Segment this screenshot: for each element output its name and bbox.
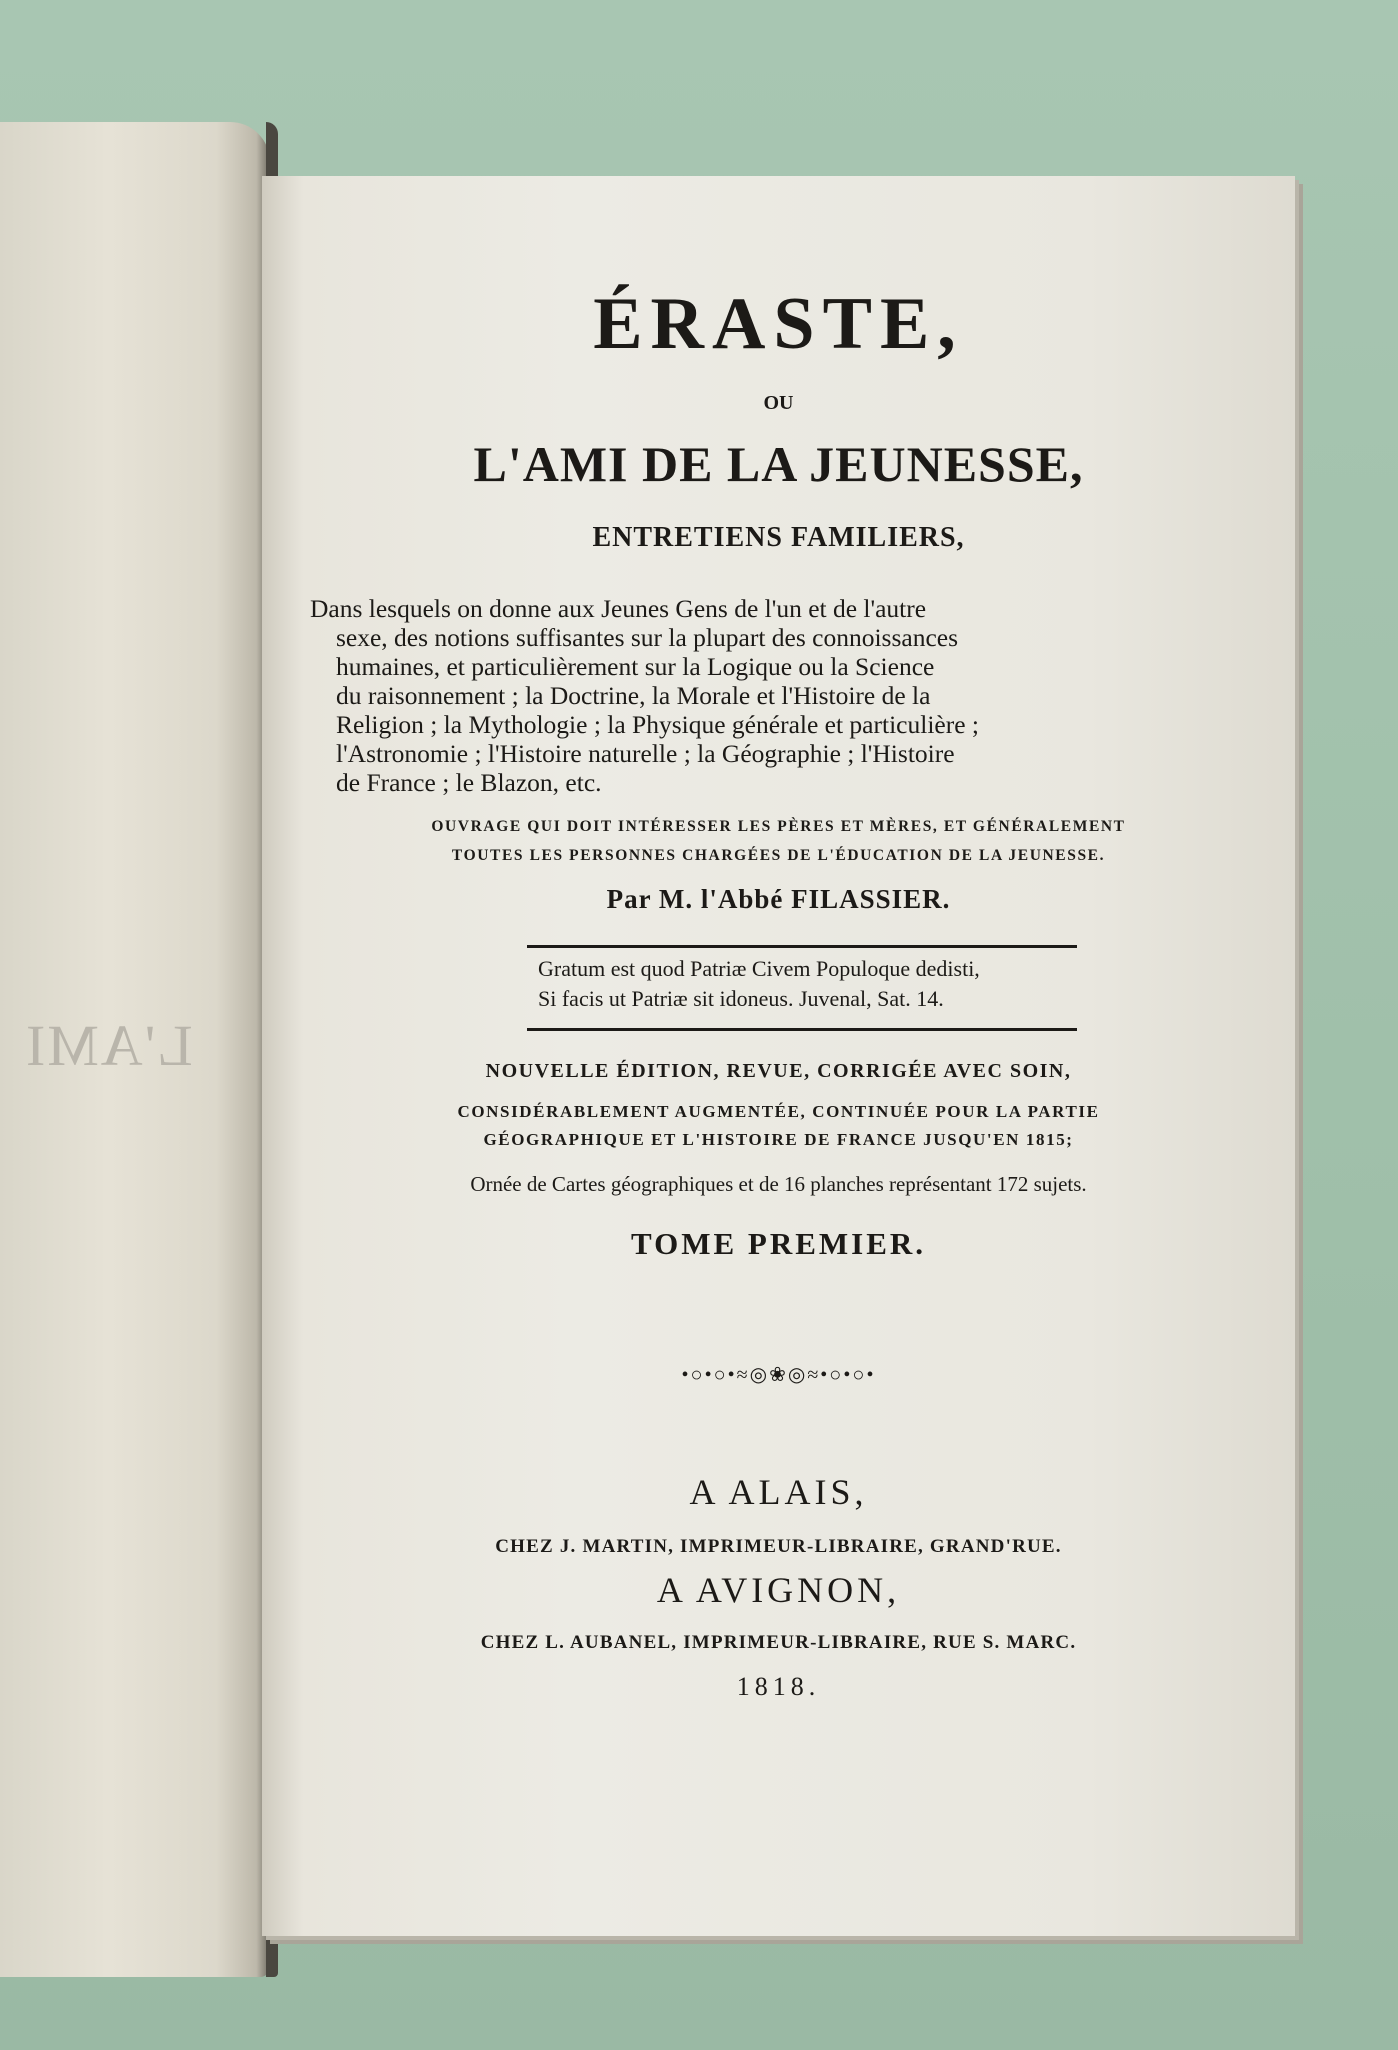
imprint-year: 1818. [736,1672,821,1701]
audience-line: OUVRAGE QUI DOIT INTÉRESSER LES PÈRES ET MÈRES, ET GÉNÉRALEMENT [431,818,1126,835]
epigraph-line: Gratum est quod Patriæ Civem Populoque dedisti, [538,956,980,981]
description-line: l'Astronomie ; l'Histoire naturelle ; la Géographie ; l'Histoire [336,739,955,768]
left-page [0,122,270,1977]
description-line: de France ; le Blazon, etc. [336,768,602,797]
description-line: sexe, des notions suffisantes sur la plupart des connoissances [336,623,959,652]
description-line: du raisonnement ; la Doctrine, la Morale et l'Histoire de la [336,681,931,710]
edition-line: NOUVELLE ÉDITION, REVUE, CORRIGÉE AVEC SOIN, [485,1060,1072,1082]
bleed-through-text: L'AMI [24,1013,193,1078]
edition-detail-line: CONSIDÉRABLEMENT AUGMENTÉE, CONTINUÉE POUR LA PARTIE [457,1102,1100,1121]
book-subtitle: L'AMI DE LA JEUNESSE, [473,436,1084,492]
description-line: Religion ; la Mythologie ; la Physique générale et particulière ; [336,710,979,739]
imprint-city-1: A ALAIS, [689,1472,868,1512]
illustrations-line: Ornée de Cartes géographiques et de 16 planches représentant 172 sujets. [470,1172,1087,1196]
epigraph-rule-bottom [527,1028,1077,1031]
imprint-printer-1: CHEZ J. MARTIN, IMPRIMEUR-LIBRAIRE, GRAND'RUE. [495,1536,1062,1557]
epigraph-line: Si facis ut Patriæ sit idoneus. Juvenal, Sat. 14. [538,986,944,1011]
ornament-divider-icon: •○•○•≈◎❀◎≈•○•○• [681,1364,876,1386]
book-title: ÉRASTE, [593,283,964,365]
epigraph-rule-top [527,945,1077,948]
imprint-city-2: A AVIGNON, [656,1570,901,1610]
book-subtitle-2: ENTRETIENS FAMILIERS, [592,522,965,553]
audience-line: TOUTES LES PERSONNES CHARGÉES DE L'ÉDUCATION DE LA JEUNESSE. [451,847,1106,864]
description-line: Dans lesquels on donne aux Jeunes Gens de l'un et de l'autre [310,594,927,623]
author-line: Par M. l'Abbé FILASSIER. [606,884,951,914]
title-connector: OU [763,392,794,414]
imprint-printer-2: CHEZ L. AUBANEL, IMPRIMEUR-LIBRAIRE, RUE S. MARC. [480,1632,1077,1653]
description-line: humaines, et particulièrement sur la Logique ou la Science [336,652,935,681]
title-page-text-layer [262,0,1295,2050]
edition-detail-line: GÉOGRAPHIQUE ET L'HISTOIRE DE FRANCE JUSQU'EN 1815; [483,1130,1074,1149]
volume-label: TOME PREMIER. [630,1226,927,1261]
